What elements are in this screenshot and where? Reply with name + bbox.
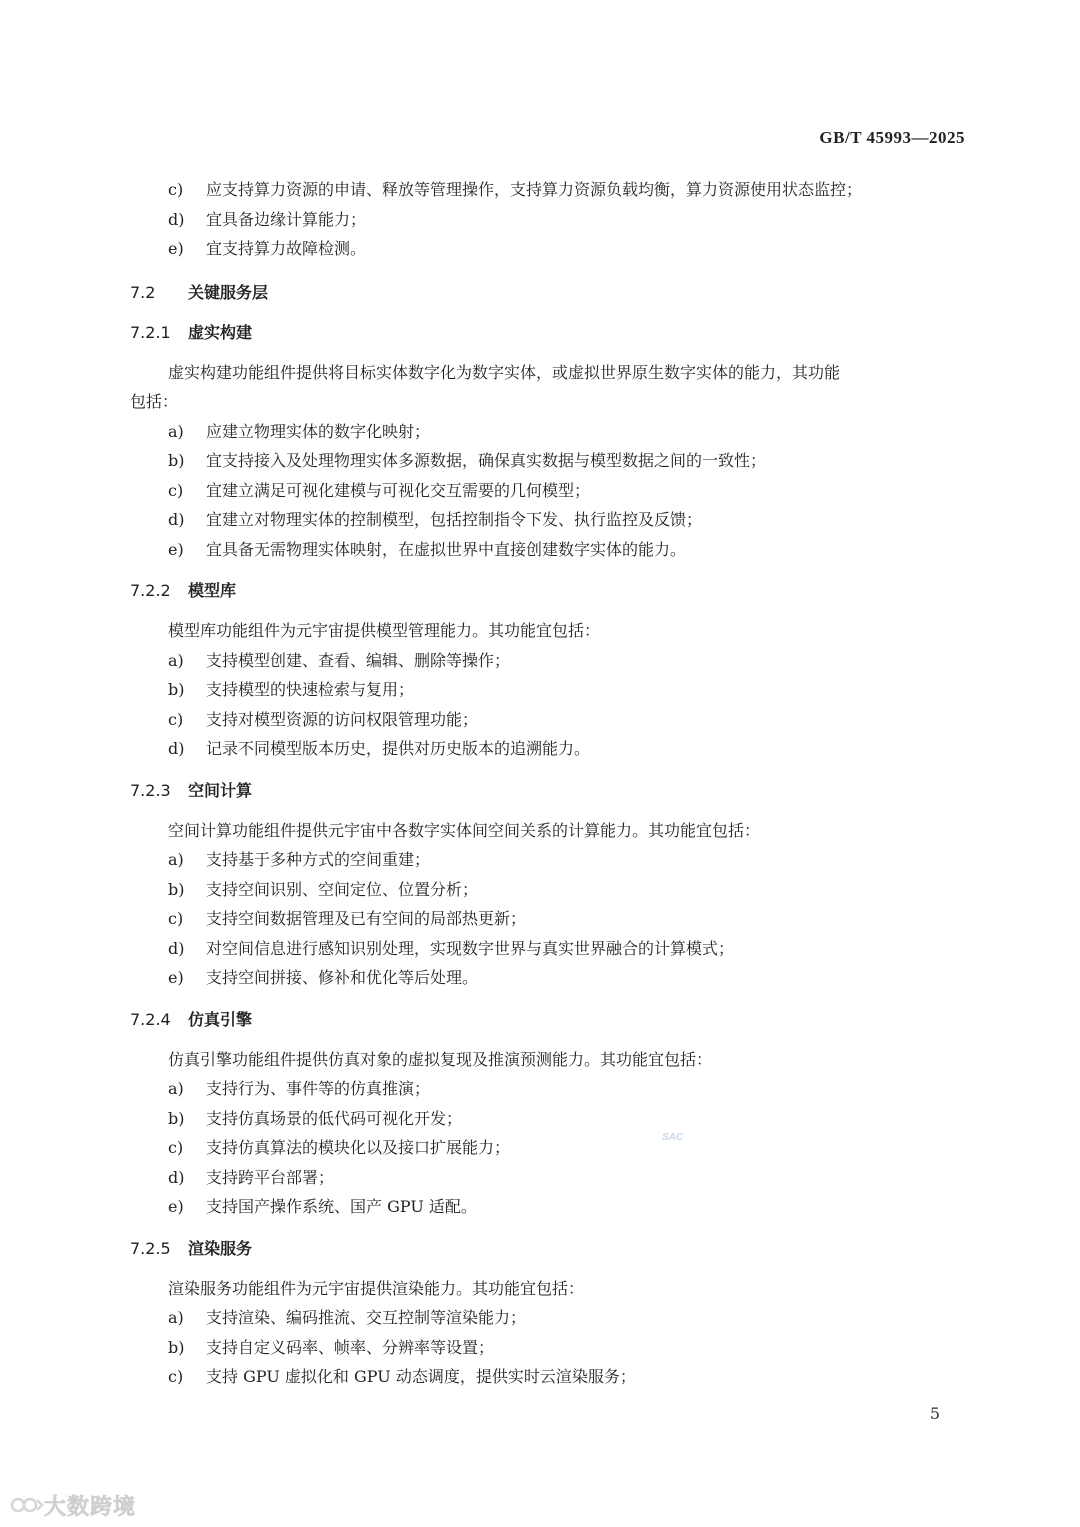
list-item-text: 宜具备边缘计算能力；: [206, 209, 367, 229]
list-item: [130, 476, 970, 506]
list-marker: d): [168, 1167, 185, 1187]
list-marker: a): [168, 1308, 184, 1327]
list-marker: c): [168, 180, 184, 199]
list-item-text: 支持基于多种方式的空间重建；: [206, 850, 431, 869]
section-heading-7-2-5: [130, 1234, 970, 1264]
section-title: 关键服务层: [188, 282, 269, 302]
list-item: [130, 1192, 970, 1222]
section-intro: [130, 1045, 968, 1075]
list-item-text: 支持渲染、编码推流、交互控制等渲染能力；: [206, 1308, 527, 1327]
section-number: 7.2.4: [130, 1009, 171, 1029]
brand-watermark: [10, 1490, 136, 1520]
section-number: 7.2: [130, 282, 156, 302]
section-heading-7-2-2: [130, 576, 970, 606]
list-item-text: 宜支持接入及处理物理实体多源数据，确保真实数据与模型数据之间的一致性；: [206, 451, 767, 470]
list-marker: b): [168, 879, 185, 899]
list-item: [130, 417, 970, 447]
page-content: [130, 175, 970, 1392]
section-number: 7.2.3: [130, 780, 171, 800]
list-item: [130, 1074, 970, 1104]
list-item-text: 支持国产操作系统、国产 GPU 适配。: [206, 1197, 477, 1216]
list-item-text: 支持空间拼接、修补和优化等后处理。: [206, 968, 479, 987]
sac-watermark: SAC: [662, 1132, 684, 1143]
list-item: [130, 845, 970, 875]
list-item: [130, 175, 970, 205]
list-item-text: 支持跨平台部署；: [206, 1167, 335, 1187]
list-marker: c): [168, 709, 184, 729]
list-item: [130, 505, 970, 535]
list-item-text: 记录不同模型版本历史，提供对历史版本的追溯能力。: [206, 739, 591, 758]
section-number: 7.2.5: [130, 1238, 171, 1258]
list-marker: c): [168, 480, 184, 500]
page-number: 5: [929, 1404, 940, 1423]
list-marker: c): [168, 1367, 184, 1386]
list-item-text: 支持模型创建、查看、编辑、删除等操作；: [206, 650, 511, 670]
list-marker: a): [168, 1079, 184, 1098]
list-marker: e): [168, 539, 184, 559]
list-item-text: 支持空间数据管理及已有空间的局部热更新；: [206, 909, 527, 928]
section-heading-7-2-1: [130, 318, 970, 348]
section-title: 仿真引擎: [188, 1009, 253, 1029]
list-marker: d): [168, 209, 185, 229]
list-item: [130, 904, 970, 934]
list-marker: e): [168, 1197, 184, 1216]
list-item: [130, 1104, 970, 1134]
section-heading-7-2-3: [130, 776, 970, 806]
list-item-text: 应建立物理实体的数字化映射；: [206, 421, 431, 441]
list-item: [130, 646, 970, 676]
section-title: 虚实构建: [188, 322, 253, 342]
list-marker: b): [168, 451, 185, 470]
list-item: [130, 205, 970, 235]
brand-text: 大数跨境: [44, 1494, 137, 1520]
section-title: 渲染服务: [188, 1238, 253, 1258]
section-title: 模型库: [188, 581, 237, 600]
list-item: [130, 675, 970, 705]
list-item-text: 支持 GPU 虚拟化和 GPU 动态调度，提供实时云渲染服务；: [206, 1367, 636, 1386]
list-marker: c): [168, 909, 184, 928]
intro-line: 模型库功能组件为元宇宙提供模型管理能力。其功能宜包括：: [168, 621, 601, 640]
list-item-text: 支持仿真场景的低代码可视化开发；: [206, 1108, 463, 1128]
section-intro: [130, 816, 968, 846]
list-item-text: 支持对模型资源的访问权限管理功能；: [206, 709, 479, 729]
section-intro: [130, 1274, 968, 1304]
list-marker: b): [168, 1337, 185, 1357]
list-item: [130, 705, 970, 735]
section-intro: [130, 358, 968, 417]
list-item-text: 支持行为、事件等的仿真推演；: [206, 1079, 431, 1098]
list-item-text: 对空间信息进行感知识别处理，实现数字世界与真实世界融合的计算模式；: [206, 938, 735, 958]
list-item: [130, 1163, 970, 1193]
list-marker: c): [168, 1138, 184, 1157]
standard-code: GB/T 45993—2025: [819, 128, 965, 147]
list-item-text: 宜建立对物理实体的控制模型，包括控制指令下发、执行监控及反馈；: [206, 510, 703, 529]
list-item-text: 宜支持算力故障检测。: [206, 239, 367, 258]
list-item: [130, 446, 970, 476]
list-item-text: 宜具备无需物理实体映射，在虚拟世界中直接创建数字实体的能力。: [206, 539, 687, 559]
list-item-text: 支持自定义码率、帧率、分辨率等设置；: [206, 1337, 495, 1357]
list-item-text: 支持空间识别、空间定位、位置分析；: [206, 879, 479, 899]
list-item: [130, 535, 970, 565]
list-marker: b): [168, 680, 185, 699]
intro-line: 渲染服务功能组件为元宇宙提供渲染能力。其功能宜包括：: [168, 1278, 585, 1298]
list-marker: a): [168, 650, 184, 670]
list-marker: a): [168, 850, 184, 869]
section-number: 7.2.2: [130, 581, 171, 600]
list-marker: b): [168, 1108, 185, 1128]
section-intro: [130, 616, 968, 646]
list-item: [130, 1362, 970, 1392]
intro-line: 仿真引擎功能组件提供仿真对象的虚拟复现及推演预测能力。其功能宜包括：: [168, 1049, 713, 1069]
list-item: [130, 1303, 970, 1333]
list-marker: d): [168, 938, 185, 958]
list-item: [130, 734, 970, 764]
list-marker: e): [168, 968, 184, 987]
list-item-text: 应支持算力资源的申请、释放等管理操作，支持算力资源负载均衡，算力资源使用状态监控；: [206, 180, 863, 199]
intro-line-continued: 包括：: [130, 392, 179, 411]
list-item: [130, 1133, 970, 1163]
list-item: [130, 875, 970, 905]
brand-logo-icon: [10, 1494, 44, 1516]
intro-line: 虚实构建功能组件提供将目标实体数字化为数字实体，或虚拟世界原生数字实体的能力，其功能: [168, 362, 841, 382]
list-item-text: 支持仿真算法的模块化以及接口扩展能力；: [206, 1138, 511, 1157]
list-item: [130, 934, 970, 964]
list-marker: e): [168, 239, 184, 258]
section-number: 7.2.1: [130, 322, 171, 342]
list-item: [130, 963, 970, 993]
section-heading-7-2-4: [130, 1005, 970, 1035]
intro-line: 空间计算功能组件提供元宇宙中各数字实体间空间关系的计算能力。其功能宜包括：: [168, 820, 761, 840]
list-item: [130, 234, 970, 264]
list-marker: d): [168, 510, 185, 529]
list-marker: a): [168, 421, 184, 441]
list-item-text: 宜建立满足可视化建模与可视化交互需要的几何模型；: [206, 480, 591, 500]
list-marker: d): [168, 739, 185, 758]
section-heading-7-2: [130, 278, 970, 308]
section-title: 空间计算: [188, 780, 253, 800]
list-item: [130, 1333, 970, 1363]
list-item-text: 支持模型的快速检索与复用；: [206, 680, 415, 699]
